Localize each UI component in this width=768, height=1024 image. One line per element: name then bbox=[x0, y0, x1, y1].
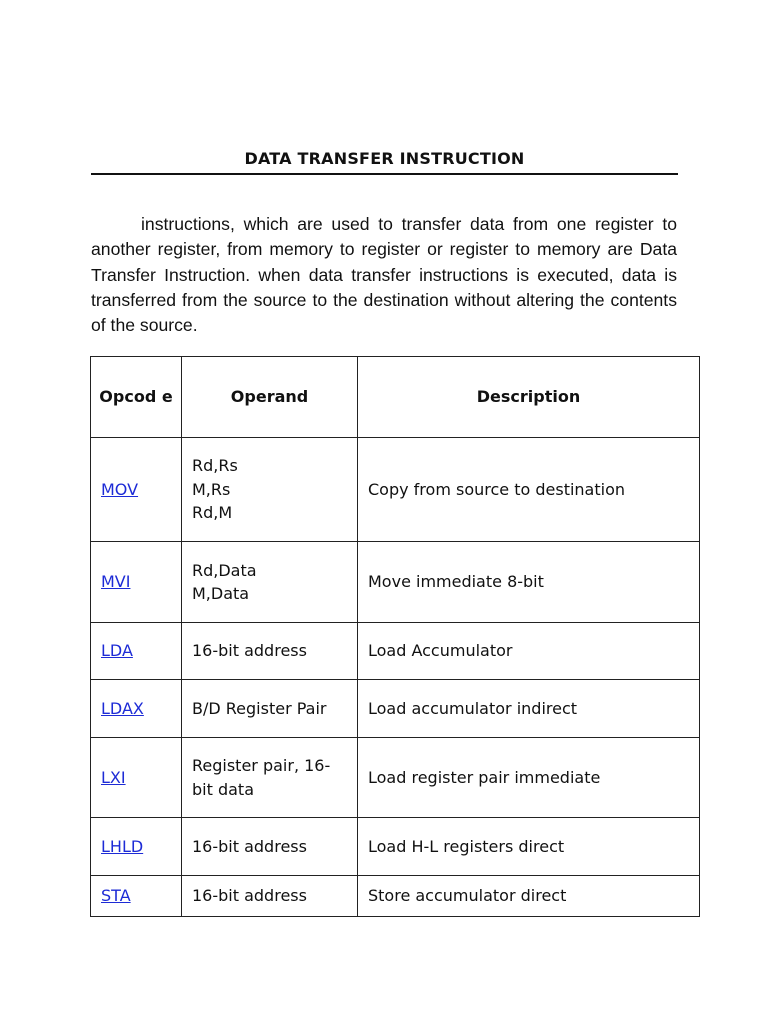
description-cell: Load accumulator indirect bbox=[358, 680, 700, 738]
opcode-cell bbox=[91, 623, 182, 680]
description-cell: Load Accumulator bbox=[358, 623, 700, 680]
description-cell: Move immediate 8-bit bbox=[358, 542, 700, 623]
operand-cell: B/D Register Pair bbox=[182, 680, 358, 738]
operand-cell: Register pair, 16-bit data bbox=[182, 738, 358, 818]
description-cell: Copy from source to destination bbox=[358, 438, 700, 542]
table-header-row bbox=[91, 357, 700, 438]
operand-header: Operand bbox=[182, 357, 358, 438]
description-header: Description bbox=[358, 357, 700, 438]
operand-value: M,Rs bbox=[192, 479, 231, 499]
opcode-cell bbox=[91, 876, 182, 917]
opcode-link-sta[interactable]: STA bbox=[101, 886, 131, 906]
table-row bbox=[91, 738, 700, 818]
opcode-cell bbox=[91, 438, 182, 542]
operand-cell: 16-bit address bbox=[182, 876, 358, 917]
document-title: DATA TRANSFER INSTRUCTION bbox=[244, 149, 525, 168]
description-cell: Load register pair immediate bbox=[358, 738, 700, 818]
opcode-cell bbox=[91, 680, 182, 738]
operand-cell: 16-bit address bbox=[182, 818, 358, 876]
table-row bbox=[91, 818, 700, 876]
operand-cell: 16-bit address bbox=[182, 623, 358, 680]
opcode-link-lhld[interactable]: LHLD bbox=[101, 836, 144, 856]
description-cell: Store accumulator direct bbox=[358, 876, 700, 917]
table-row bbox=[91, 623, 700, 680]
opcode-link-lxi[interactable]: LXI bbox=[101, 767, 126, 787]
opcode-cell bbox=[91, 738, 182, 818]
instruction-table bbox=[90, 356, 700, 917]
operand-value: Rd,Rs bbox=[192, 456, 238, 476]
opcode-link-mov[interactable]: MOV bbox=[101, 479, 139, 499]
table-row bbox=[91, 680, 700, 738]
table-row bbox=[91, 542, 700, 623]
operand-value: Rd,Data bbox=[192, 560, 257, 580]
title-underline bbox=[91, 173, 678, 175]
opcode-cell bbox=[91, 818, 182, 876]
opcode-link-lda[interactable]: LDA bbox=[101, 641, 133, 661]
operand-cell bbox=[182, 542, 358, 623]
table-row bbox=[91, 438, 700, 542]
table-row bbox=[91, 876, 700, 917]
intro-paragraph: instructions, which are used to transfer data from one register to another register, from memory to register or register to memory are Data Transfer Instruction. when data transfer instructions is executed, data is transferred from the source to the destination without altering the contents of the source. bbox=[91, 214, 677, 336]
opcode-header: Opcod e bbox=[91, 357, 182, 438]
opcode-link-mvi[interactable]: MVI bbox=[101, 572, 131, 592]
operand-value: M,Data bbox=[192, 584, 250, 603]
opcode-cell bbox=[91, 542, 182, 623]
opcode-link-ldax[interactable]: LDAX bbox=[101, 698, 144, 718]
operand-cell bbox=[182, 438, 358, 542]
description-cell: Load H-L registers direct bbox=[358, 818, 700, 876]
operand-value: Rd,M bbox=[192, 503, 233, 523]
